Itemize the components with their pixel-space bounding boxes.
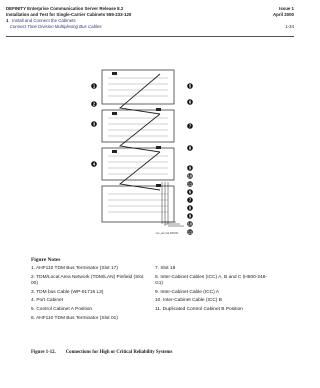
svg-text:8: 8: [188, 205, 192, 211]
cabinet-stack-figure: [90, 64, 200, 236]
page-header: [6, 6, 294, 30]
tdm-bus-cables: [120, 74, 160, 190]
svg-text:1: 1: [92, 83, 96, 89]
note-item: 5. Control Cabinet A Position: [31, 307, 93, 313]
svg-text:10: 10: [187, 221, 193, 227]
issue-label: Issue 1: [279, 6, 294, 11]
control-cabinet-b: [102, 186, 174, 222]
page-number: 1-24: [285, 24, 294, 29]
note-item: 9. Inter-Cabinet Cable (ICC) A: [155, 289, 219, 295]
document-title: DEFINITY Enterprise Communication Server Release 8.2: [6, 6, 124, 11]
svg-text:8: 8: [188, 145, 192, 151]
svg-text:4: 4: [92, 161, 96, 167]
figure-caption-text: Connections for High or Critical Reliability Systems: [65, 350, 173, 355]
svg-text:5: 5: [188, 83, 192, 89]
notes-right-column: [155, 266, 271, 316]
note-item: 3. TDM bus Cable (WP-91716 L3): [31, 289, 104, 295]
svg-text:9: 9: [188, 213, 192, 219]
note-item: 6. AHF110 TDM Bus Terminator (Slot 01): [31, 315, 118, 321]
figure-caption: [31, 350, 172, 355]
note-item: 10. Inter-Cabinet Cable (ICC) B: [155, 298, 222, 304]
svg-text:2: 2: [92, 101, 96, 107]
art-id: cec_sta 112 RPI/99: [155, 232, 178, 235]
note-item: 11. Duplicated Control Cabinet B Position: [155, 307, 243, 313]
callouts-left: [91, 83, 97, 167]
note-item: 2. TDM/Local Area Network (TDM/LAN) Pinfield (Slot 00): [31, 274, 144, 286]
note-item: 7. Slot 18: [155, 266, 176, 271]
svg-text:11: 11: [187, 229, 193, 235]
svg-text:7: 7: [188, 197, 192, 203]
figure-notes-title: Figure Notes: [31, 257, 61, 263]
svg-text:3: 3: [92, 121, 96, 127]
document-subtitle: Installation and Test for Single-Carrier Cabinets 555-233-120: [6, 12, 132, 17]
notes-left-column: [31, 266, 151, 324]
svg-text:7: 7: [188, 123, 192, 129]
port-cabinet-top: [102, 70, 174, 104]
svg-text:9: 9: [188, 165, 192, 171]
chapter-number: 1: [6, 18, 9, 23]
svg-text:10: 10: [187, 173, 193, 179]
header-line-4: [6, 24, 294, 30]
note-item: 4. Port Cabinet: [31, 298, 63, 304]
section-title: Connect Time Division Multiplexing Bus Cables: [9, 24, 102, 29]
inter-cabinet-cables: [162, 182, 184, 226]
issue-date: April 2000: [273, 12, 294, 17]
svg-text:6: 6: [188, 99, 192, 105]
callouts-right: [187, 83, 193, 235]
svg-text:11: 11: [187, 181, 193, 187]
note-item: 8. Inter-Cabinet Cables (ICC) A, B and C (H600-248-G1): [155, 274, 267, 286]
header-rule: [6, 36, 294, 37]
figure-label: Figure 1-12.: [31, 350, 56, 355]
note-item: 1. AHF110 TDM Bus Terminator (Slot 17): [31, 266, 118, 271]
svg-text:6: 6: [188, 189, 192, 195]
chapter-title: Install and Connect the Cabinets: [12, 18, 76, 23]
